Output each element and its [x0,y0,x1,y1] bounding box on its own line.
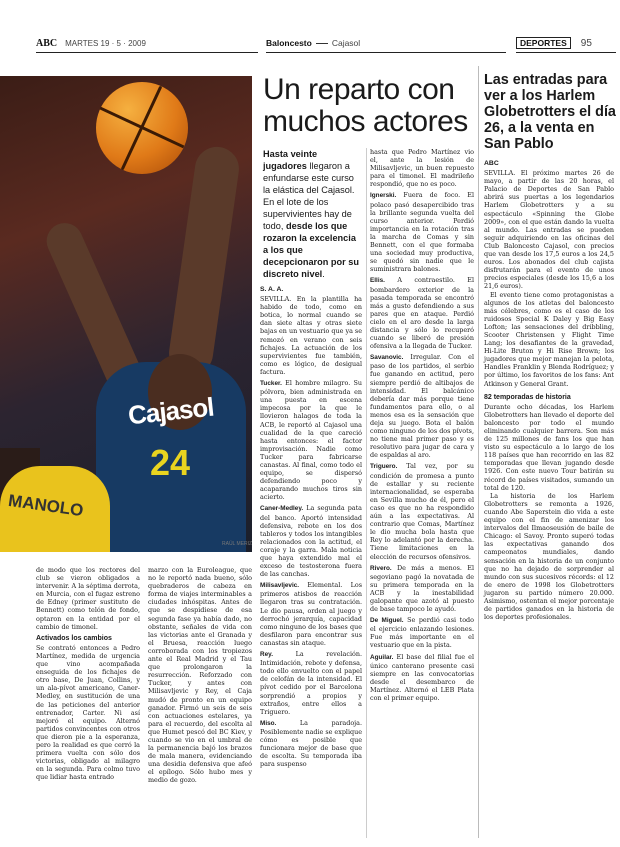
col1-para-4: Milisavljevic. Elemental. Los primeros atisbos de reacción llegaron tras su contratación. Le dio pausa, orden al juego y derrochó jerarquía, capacidad como ninguno de los bases que desfilaron para encontrar sus canastas sin ataque. [260,581,362,647]
section-label: DEPORTES [516,37,571,49]
col1-para-1: SEVILLA. En la plantilla ha habido de todo, como en botica, lo normal cuando se dan siete altas y otras siete bajas en un vestuario que ya se remozó en verano con seis fichajes. La actuación de los supervivientes fue también, como es lógico, de desigual factura. [260,295,362,376]
header-date: MARTES 19 · 5 · 2009 [65,38,146,48]
article-headline: Un reparto con muchos actores [263,73,468,138]
photo-jersey-text: Cajasol [126,391,215,431]
col1-para-6: Miso. La paradoja. Posiblemente nadie se explique cómo es posible que funcionara mejor de base que de escolta. Su temporada iba para suspenso [260,718,362,769]
page-number: 95 [580,37,592,49]
photo-raised-arm [166,144,242,378]
section-main: Baloncesto [266,38,312,48]
lead-bold-1: Hasta veinte jugadores [263,149,318,171]
photo-opponent-text: MANOLO [7,490,85,521]
col2-para-4: Savanovic. Irregular. Con el paso de los partidos, el serbio fue ganando en actitud, pero siempre perdió de altibajos de intensidad. El balcánico debería dar más porque tiene fundamentos para ello, o al menos esa es la sensación que deja su juego. Bota el balón como ninguno de los dos pívots, no tiene mal primer paso y es resolutivo para jugar de cara y de espaldas al aro. [370,353,474,460]
header-rule-left [36,52,258,53]
col1-para-2: Tucker. El hombre milagro. Su pólvora, bien administrada en una puesta en escena impecosa por la que le llovieron halagos de toda la ACB, le reportó al Cajasol una cualidad de la que careció hasta entonces: el factor improvisación. Nadie como Tucker para fabricarse canastas. Al final, como todo el equipo, se dispersó defendiendo poco y acaparando muchos tiros sin acierto. [260,379,362,502]
header-rule-mid [266,52,506,53]
article-column-1 [260,286,362,768]
header-section [266,36,360,50]
sidebar-para-2: El evento tiene como protagonistas a algunos de los atletas del baloncesto más célebres, como es el caso de los ruidosos Special K Daley y Big Easy Lofton; las sensaciones del dribbling, Scooter Christensen y Flight Time Lang; los desafiantes de la gravedad, Hi-Lite Bruton y Hi Rise Brown; los jugadores que mejor manejan la pelota, Handles Franklin y Blenda Rodríguez; y por último, los favoritos de los fans: Ant Atkinson y General Grant. [484,290,614,388]
header-rule-right [516,52,616,53]
lead-bold-2: desde los que rozaron la excelencia a los que decepcionaron por su discreto nivel [263,221,359,279]
sidebar-para-3: Durante ocho décadas, los Harlem Globetrotters han llevado el deporte del baloncesto por todo el mundo eliminando cualquier barrera. Son más de 125 millones de fans los que han visto su espectáculo a lo largo de los 118 países que han recorrido en las 82 temporadas que llevan jugando desde 1926. Con este nuevo Tour batirán su récord de países visitados, sumando un total de 120. [484,402,614,492]
bottom1-para-1: de modo que los rectores del club se vieron obligados a intervenir. A la séptima derrota, en Murcia, con el fugaz estreno de Edney (primer sustituto de Bennett) como telón de fondo, optaron en la entidad por el cambio de timonel. [36,566,140,631]
photo-basketball [96,82,188,174]
col2-para-2: Ignerski. Fuera de foco. El polaco pasó desapercibido tras la brillante segunda vuelta del curso anterior. Perdió importancia en la rotación tras la marcha de Comas y sin Bennett, con el que formaba una sociedad muy productiva, se quedó sin nadie que le suministrara balones. [370,191,474,274]
col2-para-7: De Miguel. Se perdió casi todo el ejercicio enlazando lesiones. Fue más importante en el vestuario que en la pista. [370,616,474,650]
header-right [516,36,592,50]
sidebar-para-4: La historia de los Harlem Globetrotters se remonta a 1926, cuando Abe Saperstein dio vida a este equipo con el fin de amenizar los intervalos del Ilmaoseusión de baile de Chicago: el Savoy. Pronto superó todas las expectativas ganando dos campeonatos mundiales, dando sensación en la historia de un conjunto que no ha dejado de sorprender al mundo con sus sucesivos récords: el 12 de enero de 1998 los Globetrotters jugaron su partido número 20.000. Asimismo, ostentan el mejor porcentaje de partidos ganados en la historia de los deportes profesionales. [484,491,614,622]
article-byline: S. A. A. [260,286,284,293]
col2-para-1: hasta que Pedro Martínez vio el, ante la lesión de Milisavljevic, un buen repuesto para el timonel. El madrileño respondió, que no es poco. [370,148,474,189]
col2-para-3: Ellis. A contraestilo. El bombardero exterior de la pasada temporada se encontró más a gusto defendiendo a sus pares que en ataque. Perdió cielo en el aro desde la larga distancia y sólo lo recuperó cuando se liberó de presión ofensiva a la llegada de Tucker. [370,276,474,351]
col1-para-3: Caner-Medley. La segunda pata del banco. Aportó intensidad defensiva, rebote en los dos tableros y todos los intangibles relacionados con la actitud, el coraje y la garra. Mala noticia que haya extendido mal el exceso de testosterona fuera de las canchas. [260,504,362,579]
col1-para-5: Rey. La revelación. Intimidación, rebote y defensa, todo ello envuelto con el papel de celofán de la intensidad. El pívot cedido por el Barcelona sorprendió a propios y extraños, entre ellos a Triguero. [260,650,362,716]
photo-credit: RAÚL MERIZ [222,541,253,547]
article-bottom-column-2 [148,566,252,785]
bottom1-subhead: Activados los cambios [36,634,112,642]
sidebar-para-1: SEVILLA. El próximo martes 26 de mayo, a partir de las 20 horas, el Palacio de Deportes de San Pablo abrirá sus puertas a los legendarios Harlem Globetrotters y a su espectáculo «Spinning the Globe 2009», con el que están dando la vuelta al mundo. Las entradas se pueden seguir adquiriendo en las oficinas del Club Baloncesto Cajasol, con precios que van desde los 17,5 euros a los 24,5 euros. Los abonados del club cajista disfrutarán para el evento de unos precios especiales (desde los 15,6 a los 21,6 euros). [484,169,614,291]
col2-para-5: Triguero. Tal vez, por su condición de promesa a punto de estallar y su reciente internacionalidad, se esperaba en Sevilla mucho de él, pero el caso es que no ha respondido aún a las expectativas. Al contrario que Comas, Martínez le dio mucha bola hasta que Rey lo adelantó por la derecha. Tiene limitaciones en la elección de recursos ofensivos. [370,462,474,561]
brand-logo: ABC [36,37,58,49]
sidebar-body [484,160,614,621]
bottom1-para-2: Se contrató entonces a Pedro Martínez, medida de urgencia que vino acompañada enseguida de los fichajes de otro base, De Juan, Collins, y un ala-pívot americano, Caner-Medley, en sustitución de una de las peticiones del anterior entrenador, Carter. Ni así mejoró el equipo. Alternó partidos convincentes con otros que dieron pie a la esperanza, pero la realidad es que cerró la primera vuelta con sólo dos victorias, obligado al milagro en la segunda. Para colmo tuvo que lidiar hasta entrado [36,643,140,782]
sidebar-subhead: 82 temporadas de historia [484,393,571,401]
article-bottom-column-1 [36,566,140,781]
section-sub: Cajasol [331,38,361,48]
bottom2-para-1: marzo con la Euroleague, que no le reportó nada bueno, sólo quebraderos de cabeza en forma de viajes interminables a ciudades inhóspitas. Antes de que se despidiese de esa segunda fase ya había dado, no obstante, señales de vida con las victorias ante el Granada y el Bruesa, reacción luego corroborada con los tropiezos ante el Real Madrid y el Tau que prolongaron la resurrección. Reforzado con Tucker, y antes con Milisavljevic y Rey, el Caja mudó de pronto en un equipo ganador. Firmó un seis de seis con actuaciones estelares, ya para el recuerdo, del escolta al que Humet pescó del BC Kiev, y cuando se vio en el umbral de la permanencia bajó los brazos de mala manera, evidenciando una desidia defensiva que afeó el epílogo. Sólo hubo mes y medio de gozo. [148,566,252,785]
section-separator-line [316,43,328,44]
lead-text-1: llegaron a enfundarse este curso la elástica del Cajasol. En el lote de los supervivientes hay de todo, [263,161,355,231]
sidebar-byline: ABC [484,160,499,167]
lead-text-2: . [322,269,325,279]
photo-jersey-number: 24 [150,442,191,483]
column-divider-1 [366,148,367,838]
header-left [36,36,146,50]
col2-para-8: Aguilar. El base del filial fue el único canterano presente casi siempre en las convocatorias desde el desembarco de Martínez. Alternó el LEB Plata con el primer equipo. [370,652,474,702]
sidebar-headline: Las entradas para ver a los Harlem Globetrotters el día 26, a la venta en San Pablo [484,72,616,152]
basketball-photo [0,76,252,552]
column-divider-2 [478,66,479,838]
article-column-2 [370,148,474,702]
article-lead [263,148,359,280]
col2-para-6: Rivero. De más a menos. El segoviano pagó la novatada de su primera temporada en la ACB y la inestabilidad galopante que azotó al puesto de base tampoco le ayudó. [370,563,474,614]
